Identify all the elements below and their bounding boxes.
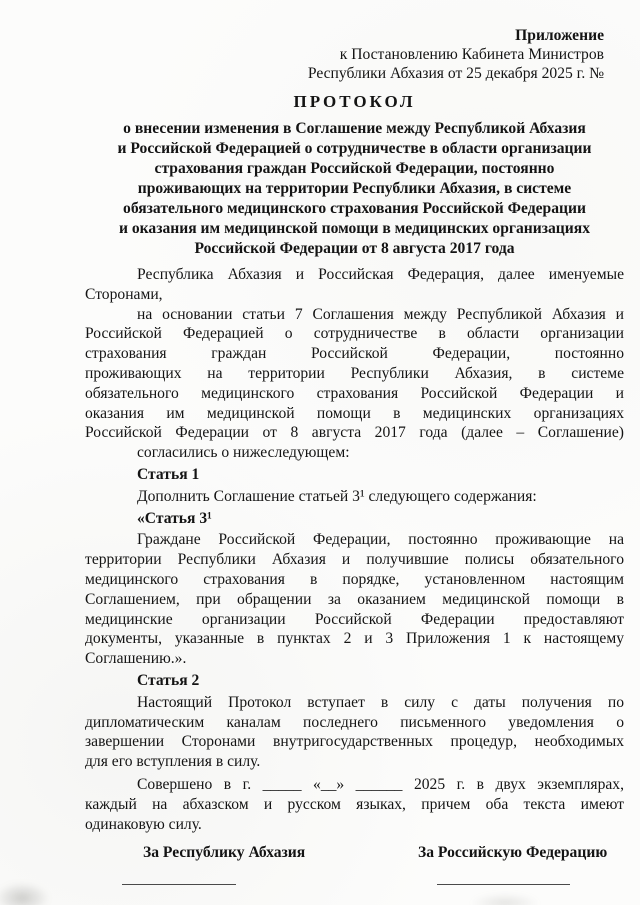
paragraph-article-3-1-text [85,530,624,669]
paragraph-line: Соглашением, при обращении за оказанием медицинской помощи в [85,590,624,608]
paragraph-line: страхования граждан Российской Федерации, постоянно [85,345,624,363]
document-body [85,265,624,834]
signature-block [85,844,624,905]
annex-line: Республики Абхазия от 25 декабря 2025 г. № [307,65,604,82]
paragraph-line: медицинского страхования в порядке, установленном настоящим [85,570,624,588]
paragraph-line: на основании статьи 7 Соглашения между Республикой Абхазия и [137,305,624,323]
document-title: ПРОТОКОЛ [293,92,416,111]
annex-line: к Постановлению Кабинета Министров [339,46,604,63]
paragraph-line: дипломатическим каналам последнего письменного уведомления о [85,713,624,731]
paragraph-line: одинаковую силу. [85,815,202,833]
paragraph-line: проживающих на территории Республики Абхазия, в системе [85,364,624,382]
subtitle-line: Российской Федерации от 8 августа 2017 года [194,240,515,257]
subtitle-line: страхования граждан Российской Федерации, постоянно [154,160,555,177]
paragraph-line: Граждане Российской Федерации, постоянно проживающие на [137,531,624,549]
article-1-heading: Статья 1 [137,465,200,483]
paragraph-line: Соглашению.». [85,650,187,668]
subtitle-line: и Российской Федерацией о сотрудничестве в области организации [117,140,592,157]
signature-line-russia [437,884,570,885]
paragraph-entry-into-force [85,693,624,772]
annex-reference-block [85,0,604,83]
paragraph-line: Настоящий Протокол вступает в силу с даты получения по [137,693,624,711]
paragraph-line: каждый на абхазском и русском языках, причем оба текста имеют [85,795,624,813]
paragraph-line: Совершено в г. _____ «__» ______ 2025 г. в двух экземплярах, [137,775,624,793]
paragraph-parties [85,265,624,305]
paragraph-done-at [85,775,624,834]
paragraph-line: территории Республики Абхазия и получившие полисы обязательного [85,551,624,569]
document-subtitle [85,119,624,259]
article-3-1-heading: «Статья 3¹ [137,509,212,527]
paragraph-agreed: согласились о нижеследующем: [137,444,350,462]
paragraph-amendment: Дополнить Соглашение статьей 3¹ следующего содержания: [137,487,537,505]
subtitle-line: и оказания им медицинской помощи в медицинских организациях [118,220,591,237]
signature-line-abkhazia [122,884,236,885]
paragraph-line: Республика Абхазия и Российская Федерация, далее именуемые [137,266,624,283]
paragraph-line: завершении Сторонами внутригосударственных процедур, необходимых [85,733,624,751]
article-2-heading: Статья 2 [137,671,200,689]
paragraph-line: оказания им медицинской помощи в медицинских организациях [85,404,624,422]
paragraph-line: документы, указанные в пунктах 2 и 3 Приложения 1 к настоящему [85,630,624,648]
paragraph-line: обязательного медицинского страхования Российской Федерации и [85,384,624,402]
paragraph-line: для его вступления в силу. [85,753,261,771]
subtitle-line: обязательного медицинского страхования Российской Федерации [123,200,586,217]
paragraph-basis [85,305,624,444]
paragraph-line: медицинские организации Российской Федерации предоставляют [85,610,624,628]
paragraph-line: Российской Федерацией о сотрудничестве в области организации [85,325,624,343]
signature-label-russia: За Российскую Федерацию [418,844,608,862]
paragraph-line: Сторонами, [85,285,163,303]
subtitle-line: проживающих на территории Республики Абхазия, в системе [137,180,572,197]
signature-label-abkhazia: За Республику Абхазия [143,844,306,862]
annex-title: Приложение [515,27,604,44]
subtitle-line: о внесении изменения в Соглашение между Республикой Абхазия [123,120,586,137]
scan-smudge [0,881,52,905]
paragraph-line: Российской Федерации от 8 августа 2017 года (далее – Соглашение) [85,424,624,442]
